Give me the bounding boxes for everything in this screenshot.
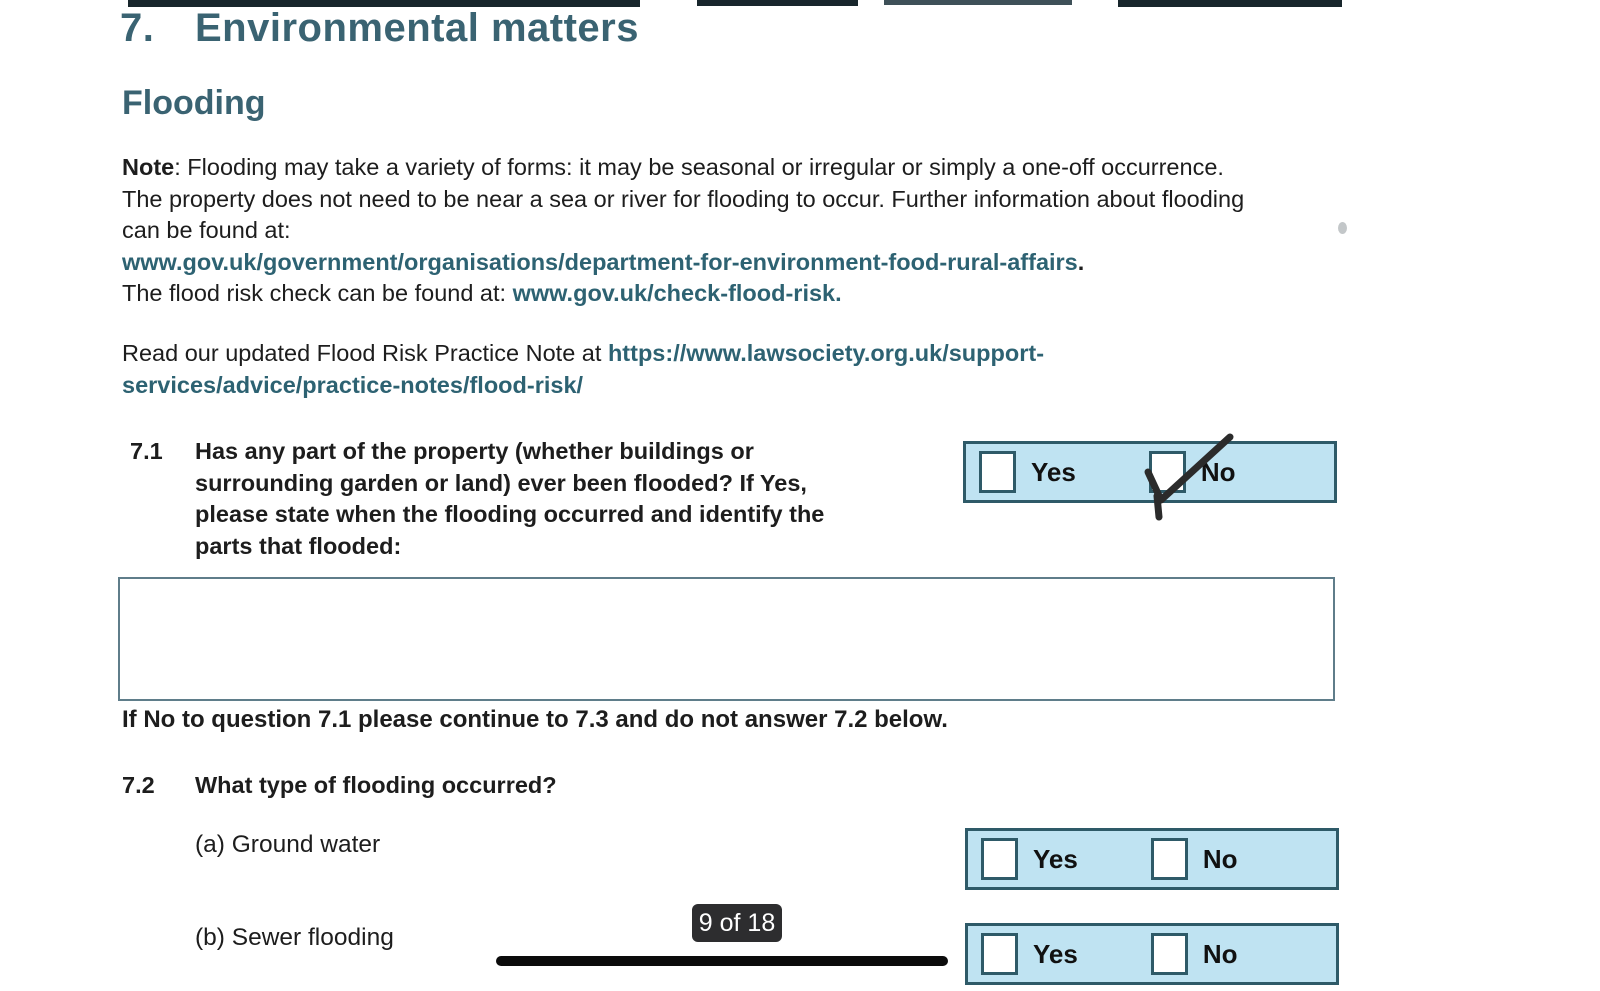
q72-number: 7.2	[122, 772, 155, 798]
q72b-yes-label: Yes	[1033, 938, 1078, 969]
q71-instruction: If No to question 7.1 please continue to 7.3 and do not answer 7.2 below.	[122, 706, 948, 733]
section-number: 7.	[120, 6, 155, 50]
q71-question: Has any part of the property (whether buildings or surrounding garden or land) ever been flooded? If Yes, please state when the flooding occurred and identify the parts that flooded:	[195, 438, 825, 559]
practice-note-paragraph: Read our updated Flood Risk Practice Note at https://www.lawsociety.org.uk/support-services/advice/practice-notes/flood-risk/	[122, 340, 1045, 398]
q71-yes-label: Yes	[1031, 456, 1076, 487]
q72b-no-label: No	[1202, 938, 1238, 969]
q72a-yes-label: Yes	[1033, 843, 1078, 874]
clipped-top-content	[1118, 0, 1342, 7]
q71-no-label: No	[1200, 456, 1236, 487]
scroll-indicator-bar[interactable]	[496, 956, 948, 966]
clipped-top-content	[697, 0, 858, 6]
note-flood-check-line: The flood risk check can be found at: www.gov.uk/check-flood-risk.	[122, 280, 842, 306]
note-defra-line: www.gov.uk/government/organisations/department-for-environment-food-rural-affairs.	[122, 248, 1085, 275]
note-paragraph	[122, 152, 1252, 310]
section-title: Environmental matters	[195, 6, 639, 50]
section-heading	[120, 6, 639, 50]
q72b-answer-box	[965, 923, 1339, 985]
q72a-yes-checkbox[interactable]	[981, 838, 1018, 880]
flood-risk-check-link[interactable]: www.gov.uk/check-flood-risk.	[512, 280, 842, 306]
q71-yes-checkbox[interactable]	[979, 451, 1016, 493]
q72a-no-label: No	[1202, 843, 1238, 874]
q72-question: What type of flooding occurred?	[195, 772, 557, 798]
note-body: Note: Flooding may take a variety of forms: it may be seasonal or irregular or simply a one-off occurrence. The property does not need to be near a sea or river for flooding to occur. Further information about flooding can be found at:	[122, 154, 1245, 243]
clipped-top-content	[884, 0, 1072, 5]
law-society-link[interactable]: https://www.lawsociety.org.uk/support-services/advice/practice-notes/flood-risk/	[122, 340, 1045, 398]
q72a-label: (a) Ground water	[195, 831, 381, 858]
q71-answer-box	[963, 441, 1337, 503]
subsection-title: Flooding	[122, 84, 266, 122]
q71-details-textbox[interactable]	[118, 577, 1335, 701]
note-label: Note	[122, 154, 175, 180]
q71-no-checkbox[interactable]	[1149, 451, 1186, 493]
q72b-no-checkbox[interactable]	[1151, 933, 1188, 975]
page-indicator-badge: 9 of 18	[692, 904, 782, 942]
q72b-yes-checkbox[interactable]	[981, 933, 1018, 975]
q72a-answer-box	[965, 828, 1339, 890]
q72a-no-checkbox[interactable]	[1151, 838, 1188, 880]
q72b-label: (b) Sewer flooding	[195, 924, 394, 951]
q71-number: 7.1	[130, 438, 163, 464]
defra-link[interactable]: www.gov.uk/government/organisations/department-for-environment-food-rural-affairs	[122, 248, 1078, 275]
scan-artifact	[1338, 222, 1347, 234]
